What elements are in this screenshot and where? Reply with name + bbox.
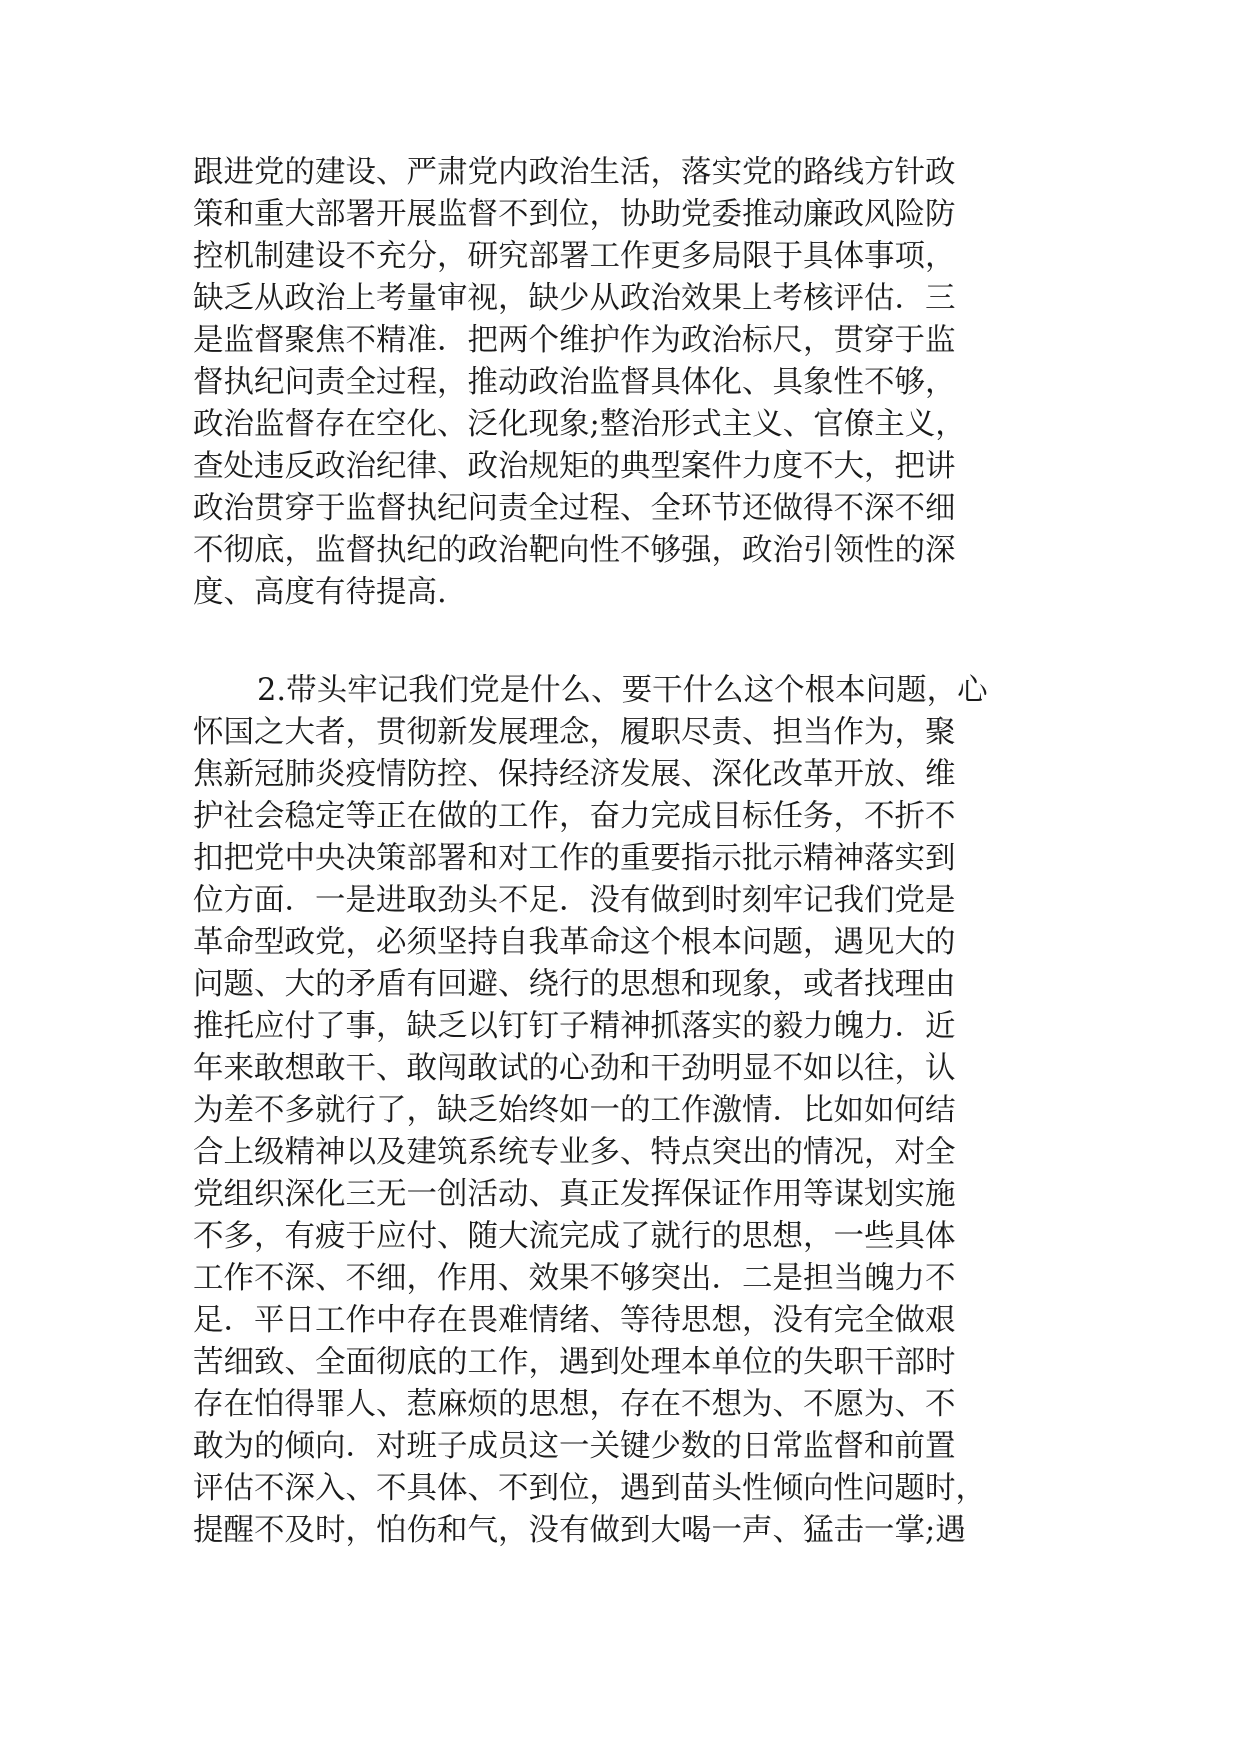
paragraph-line: 查处违反政治纪律、政治规矩的典型案件力度不大，把讲 [193, 449, 956, 484]
paragraph-line: 策和重大部署开展监督不到位，协助党委推动廉政风险防 [193, 197, 956, 232]
paragraph-line: 苦细致、全面彻底的工作，遇到处理本单位的失职干部时 [193, 1345, 956, 1380]
paragraph-line: 是监督聚焦不精准．把两个维护作为政治标尺，贯穿于监 [193, 323, 956, 358]
paragraph-line: 政治监督存在空化、泛化现象;整治形式主义、官僚主义， [193, 407, 966, 442]
paragraph-line: 足．平日工作中存在畏难情绪、等待思想，没有完全做艰 [193, 1303, 956, 1338]
paragraph-1 [193, 152, 1053, 614]
paragraph-line: 提醒不及时，怕伤和气，没有做到大喝一声、猛击一掌;遇 [193, 1513, 966, 1548]
paragraph-line: 缺乏从政治上考量审视，缺少从政治效果上考核评估．三 [193, 281, 956, 316]
paragraph-line: 跟进党的建设、严肃党内政治生活，落实党的路线方针政 [193, 155, 956, 190]
paragraph-line: 工作不深、不细，作用、效果不够突出．二是担当魄力不 [193, 1261, 956, 1296]
paragraph-line: 年来敢想敢干、敢闯敢试的心劲和干劲明显不如以往，认 [193, 1051, 956, 1086]
paragraph-line: 不彻底，监督执纪的政治靶向性不够强，政治引领性的深 [193, 533, 956, 568]
paragraph-line: 革命型政党，必须坚持自我革命这个根本问题，遇见大的 [193, 925, 956, 960]
paragraph-line: 问题、大的矛盾有回避、绕行的思想和现象，或者找理由 [193, 967, 956, 1002]
paragraph-line: 怀国之大者，贯彻新发展理念，履职尽责、担当作为，聚 [193, 715, 956, 750]
paragraph-line: 扣把党中央决策部署和对工作的重要指示批示精神落实到 [193, 841, 956, 876]
paragraph-line: 敢为的倾向．对班子成员这一关键少数的日常监督和前置 [193, 1429, 956, 1464]
paragraph-line: 合上级精神以及建筑系统专业多、特点突出的情况，对全 [193, 1135, 956, 1170]
paragraph-line: 焦新冠肺炎疫情防控、保持经济发展、深化改革开放、维 [193, 757, 956, 792]
paragraph-line: 督执纪问责全过程，推动政治监督具体化、具象性不够， [193, 365, 956, 400]
paragraph-line: 度、高度有待提高. [193, 575, 447, 610]
paragraph-line: 推托应付了事，缺乏以钉钉子精神抓落实的毅力魄力．近 [193, 1009, 956, 1044]
paragraph-line: 存在怕得罪人、惹麻烦的思想，存在不想为、不愿为、不 [193, 1387, 956, 1422]
paragraph-line: 不多，有疲于应付、随大流完成了就行的思想，一些具体 [193, 1219, 956, 1254]
paragraph-line: 护社会稳定等正在做的工作，奋力完成目标任务，不折不 [193, 799, 956, 834]
paragraph-line: 为差不多就行了，缺乏始终如一的工作激情．比如如何结 [193, 1093, 956, 1128]
paragraph-line: 政治贯穿于监督执纪问责全过程、全环节还做得不深不细 [193, 491, 956, 526]
paragraph-line: 位方面．一是进取劲头不足．没有做到时刻牢记我们党是 [193, 883, 956, 918]
paragraph-first-line: 2.带头牢记我们党是什么、要干什么这个根本问题，心 [257, 673, 988, 708]
paragraph-line: 控机制建设不充分，研究部署工作更多局限于具体事项， [193, 239, 956, 274]
paragraph-line: 评估不深入、不具体、不到位，遇到苗头性倾向性问题时， [193, 1471, 986, 1506]
paragraph-line: 党组织深化三无一创活动、真正发挥保证作用等谋划实施 [193, 1177, 956, 1212]
paragraph-2 [193, 670, 1053, 1552]
